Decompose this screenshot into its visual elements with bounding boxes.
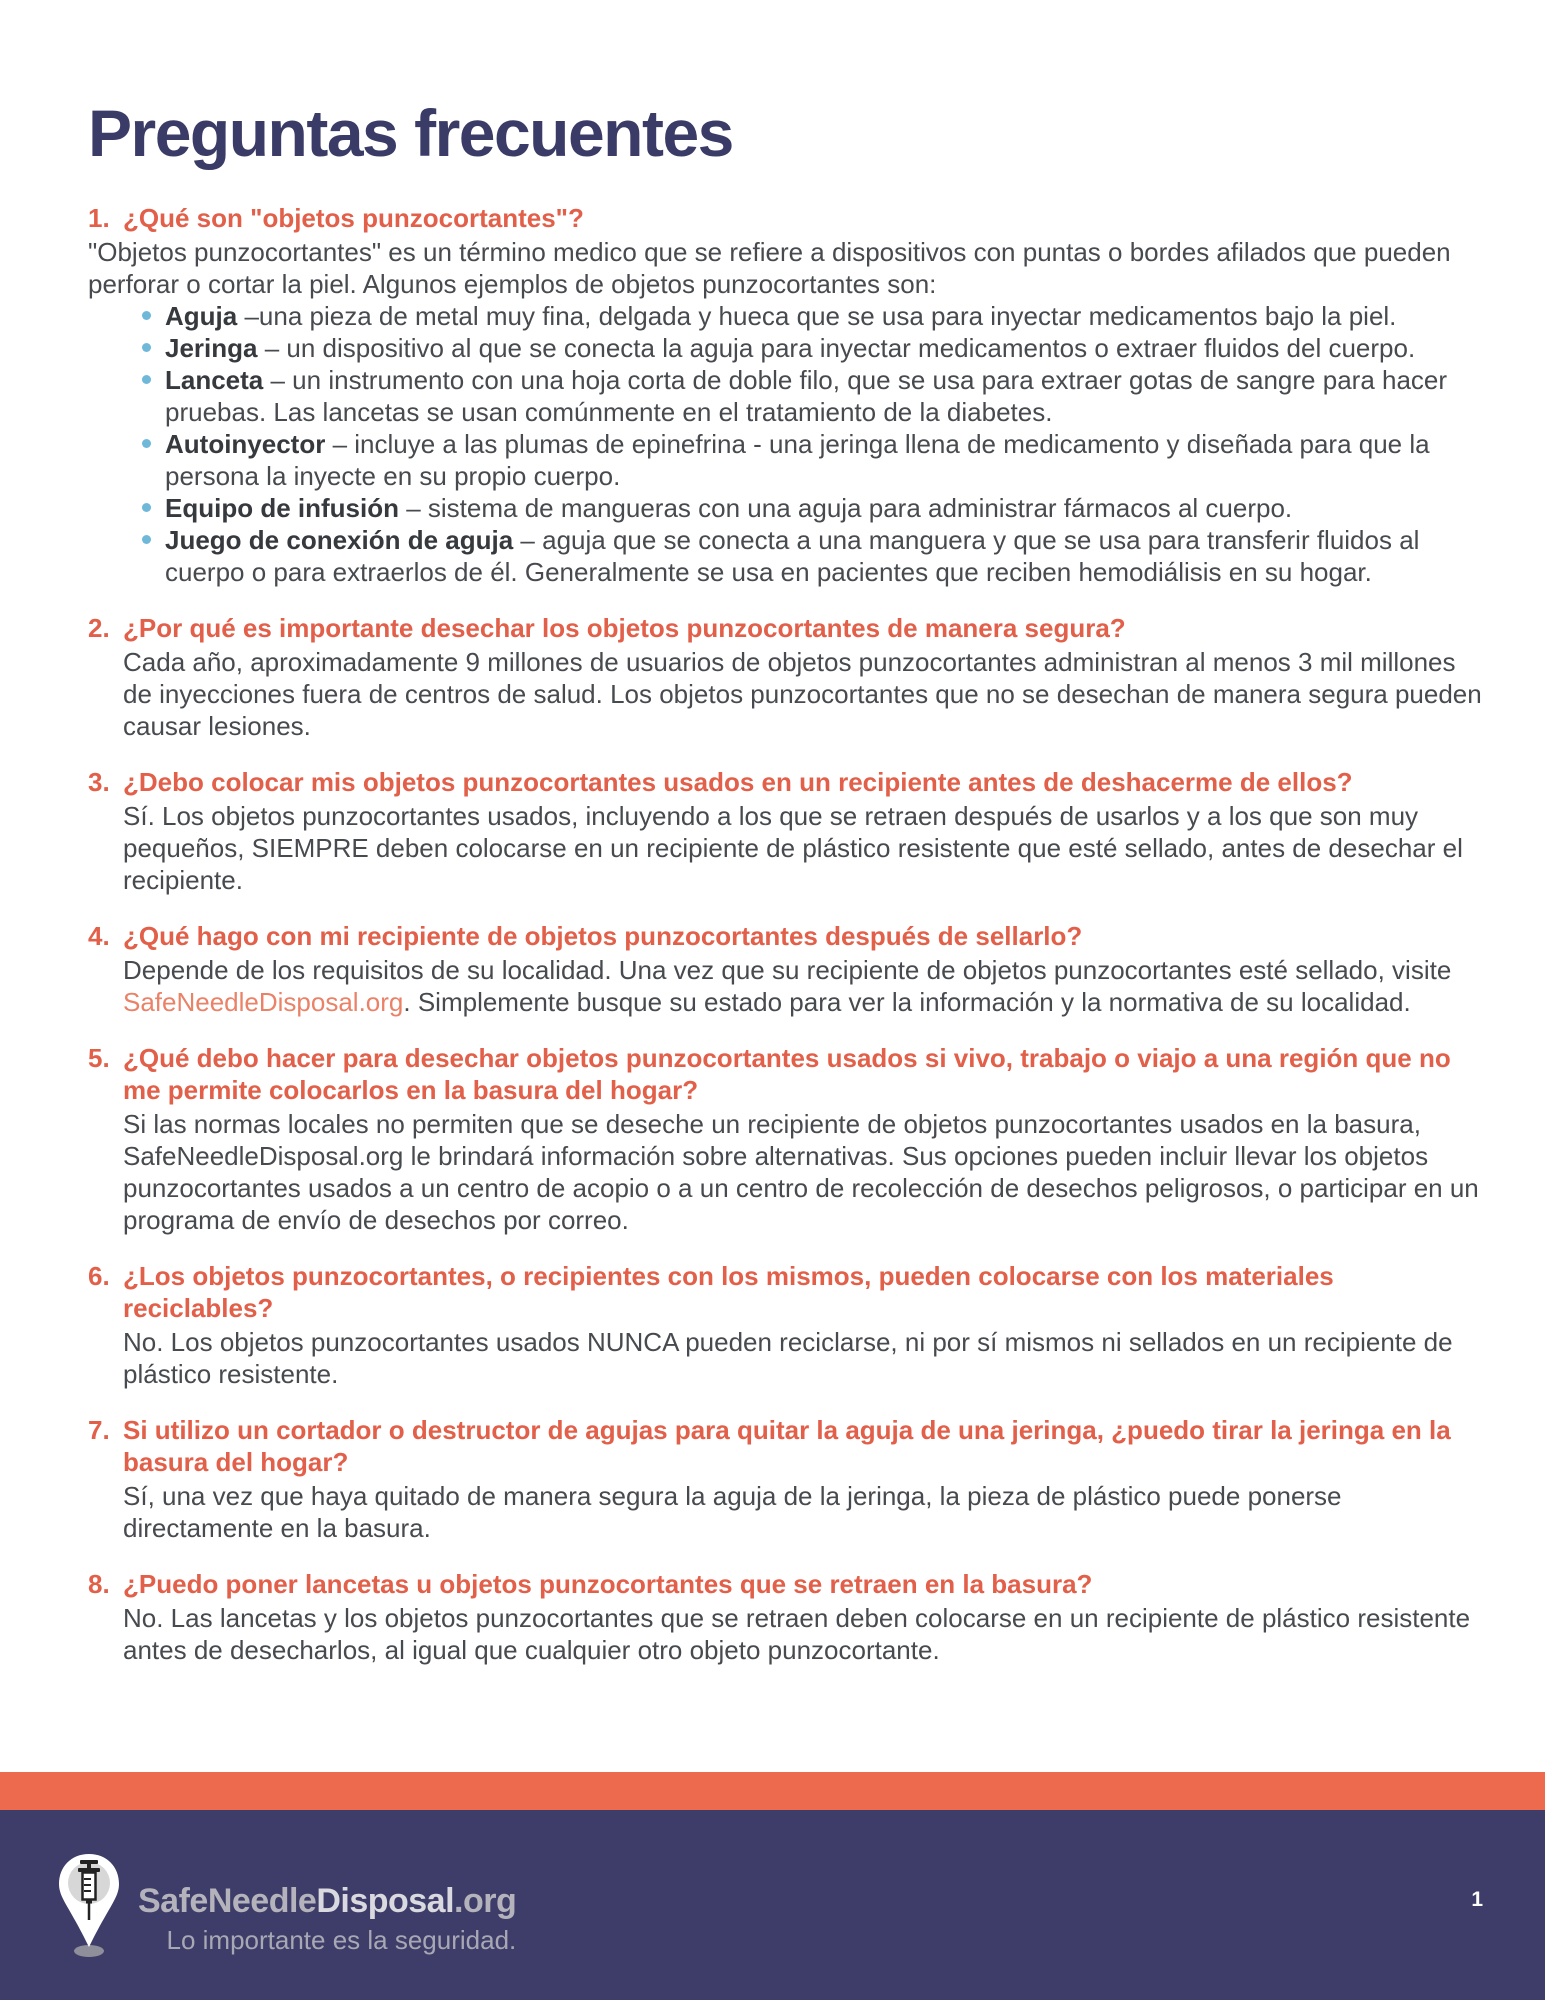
- question-title: ¿Los objetos punzocortantes, o recipientes con los mismos, pueden colocarse con los materiales reciclables?: [123, 1261, 1334, 1323]
- logo-part-org: .org: [454, 1882, 517, 1920]
- bullet-description: – incluye a las plumas de epinefrina - una jeringa llena de medicamento y diseñada para que la persona la inyecte en su propio cuerpo.: [165, 429, 1430, 491]
- bullet-item: [142, 524, 1486, 588]
- bullet-term: Aguja: [165, 301, 238, 331]
- bullet-term: Lanceta: [165, 365, 264, 395]
- question-heading: [88, 766, 1486, 798]
- bullet-description: – un dispositivo al que se conecta la aguja para inyectar medicamentos o extraer fluidos del cuerpo.: [264, 333, 1416, 363]
- logo-tagline: Lo importante es la seguridad.: [166, 1925, 517, 1955]
- bullet-item: [142, 332, 1486, 364]
- answer-before-link: Depende de los requisitos de su localidad. Una vez que su recipiente de objetos punzocortantes esté sellado, visite: [123, 955, 1452, 985]
- question-block: [88, 1042, 1486, 1236]
- bullet-item: [142, 364, 1486, 428]
- bullet-text: [165, 524, 1486, 588]
- faq-list: [88, 202, 1486, 1666]
- bullet-item: [142, 300, 1486, 332]
- question-number: 8.: [88, 1569, 110, 1599]
- footer-accent-bar: [0, 1772, 1545, 1810]
- question-number: 4.: [88, 921, 110, 951]
- question-heading: [88, 612, 1486, 644]
- question-heading: [88, 1260, 1486, 1324]
- footer: [0, 1772, 1545, 2000]
- question-title: ¿Qué debo hacer para desechar objetos punzocortantes usados si vivo, trabajo o viajo a una región que no me permite colocarlos en la basura del hogar?: [123, 1043, 1451, 1105]
- bullet-text: [165, 300, 1486, 332]
- logo-part-disposal: Disposal: [316, 1882, 455, 1920]
- answer-text: Sí, una vez que haya quitado de manera segura la aguja de la jeringa, la pieza de plástico puede ponerse directamente en la basura.: [123, 1481, 1342, 1543]
- question-heading: [88, 1414, 1486, 1478]
- bullet-description: – un instrumento con una hoja corta de doble filo, que se usa para extraer gotas de sangre para hacer pruebas. Las lancetas se usan comúnmente en el tratamiento de la diabetes.: [165, 365, 1448, 427]
- bullet-term: Autoinyector: [165, 429, 326, 459]
- question-block: [88, 920, 1486, 1018]
- bullet-description: –una pieza de metal muy fina, delgada y hueca que se usa para inyectar medicamentos bajo la piel.: [244, 301, 1397, 331]
- answer-text: No. Las lancetas y los objetos punzocortantes que se retraen deben colocarse en un recipiente de plástico resistente antes de desecharlos, al igual que cualquier otro objeto punzocortante.: [123, 1603, 1471, 1665]
- bullet-icon: [142, 311, 151, 320]
- question-heading: [88, 920, 1486, 952]
- bullet-term: Equipo de infusión: [165, 493, 399, 523]
- logo-wordmark: [138, 1882, 516, 1921]
- bullet-text: [165, 492, 1486, 524]
- question-block: [88, 766, 1486, 896]
- page-title: Preguntas frecuentes: [88, 96, 733, 170]
- syringe-pin-icon: [56, 1852, 122, 1958]
- bullet-text: [165, 332, 1486, 364]
- question-number: 5.: [88, 1043, 110, 1073]
- question-title: Si utilizo un cortador o destructor de agujas para quitar la aguja de una jeringa, ¿puedo tirar la jeringa en la basura del hogar?: [123, 1415, 1451, 1477]
- question-number: 3.: [88, 767, 110, 797]
- question-number: 6.: [88, 1261, 110, 1291]
- bullet-description: – aguja que se conecta a una manguera y que se usa para transferir fluidos al cuerpo o para extraerlos de él. Generalmente se usa en pacientes que reciben hemodiálisis en su hogar.: [165, 525, 1420, 587]
- question-block: [88, 1568, 1486, 1666]
- question-title: ¿Por qué es importante desechar los objetos punzocortantes de manera segura?: [123, 613, 1126, 643]
- question-number: 2.: [88, 613, 110, 643]
- bullet-term: Juego de conexión de aguja: [165, 525, 514, 555]
- question-title: ¿Qué hago con mi recipiente de objetos punzocortantes después de sellarlo?: [123, 921, 1083, 951]
- bullet-text: [165, 428, 1486, 492]
- question-heading: [88, 202, 1486, 234]
- bullet-icon: [142, 343, 151, 352]
- question-intro: "Objetos punzocortantes" es un término medico que se refiere a dispositivos con puntas o bordes afilados que pueden perforar o cortar la piel. Algunos ejemplos de objetos punzocortantes son:: [88, 237, 1451, 299]
- bullet-list: [142, 300, 1486, 588]
- bullet-icon: [142, 535, 151, 544]
- question-heading: [88, 1568, 1486, 1600]
- question-title: ¿Debo colocar mis objetos punzocortantes usados en un recipiente antes de deshacerme de ellos?: [123, 767, 1353, 797]
- question-block: [88, 612, 1486, 742]
- answer-text: Cada año, aproximadamente 9 millones de usuarios de objetos punzocortantes administran al menos 3 mil millones de inyecciones fuera de centros de salud. Los objetos punzocortantes que no se desechan de manera segura pueden causar lesiones.: [123, 647, 1482, 741]
- question-block: [88, 202, 1486, 588]
- answer-text: Si las normas locales no permiten que se deseche un recipiente de objetos punzocortantes usados en la basura, SafeNeedleDisposal.org le brindará información sobre alternativas. Sus opciones pueden incluir llevar los objetos punzocortantes usados a un centro de acopio o a un centro de recolección de desechos peligrosos, o participar en un programa de envío de desechos por correo.: [123, 1109, 1479, 1235]
- question-heading: [88, 1042, 1486, 1106]
- question-block: [88, 1260, 1486, 1390]
- bullet-icon: [142, 375, 151, 384]
- bullet-icon: [142, 439, 151, 448]
- safe-needle-disposal-logo: [56, 1852, 516, 1958]
- bullet-term: Jeringa: [165, 333, 258, 363]
- page-number: 1: [1471, 1888, 1483, 1911]
- answer-text: [123, 954, 1486, 1018]
- question-number: 7.: [88, 1415, 110, 1445]
- question-title: ¿Puedo poner lancetas u objetos punzocortantes que se retraen en la basura?: [123, 1569, 1093, 1599]
- question-title: ¿Qué son "objetos punzocortantes"?: [123, 203, 584, 233]
- safe-needle-disposal-link[interactable]: SafeNeedleDisposal.org: [123, 987, 404, 1017]
- bullet-text: [165, 364, 1486, 428]
- question-number: 1.: [88, 203, 110, 233]
- bullet-icon: [142, 503, 151, 512]
- bullet-description: – sistema de mangueras con una aguja para administrar fármacos al cuerpo.: [406, 493, 1293, 523]
- answer-after-link: . Simplemente busque su estado para ver la información y la normativa de su localidad.: [403, 987, 1411, 1017]
- logo-part-safeneedle: SafeNeedle: [138, 1882, 317, 1920]
- question-block: [88, 1414, 1486, 1544]
- footer-navy-band: [0, 1810, 1545, 2000]
- answer-text: Sí. Los objetos punzocortantes usados, incluyendo a los que se retraen después de usarlos y a los que son muy pequeños, SIEMPRE deben colocarse en un recipiente de plástico resistente que esté sellado, antes de desechar el recipiente.: [123, 801, 1463, 895]
- answer-text: No. Los objetos punzocortantes usados NUNCA pueden reciclarse, ni por sí mismos ni sellados en un recipiente de plástico resistente.: [123, 1327, 1453, 1389]
- bullet-item: [142, 492, 1486, 524]
- logo-text: [138, 1882, 516, 1956]
- bullet-item: [142, 428, 1486, 492]
